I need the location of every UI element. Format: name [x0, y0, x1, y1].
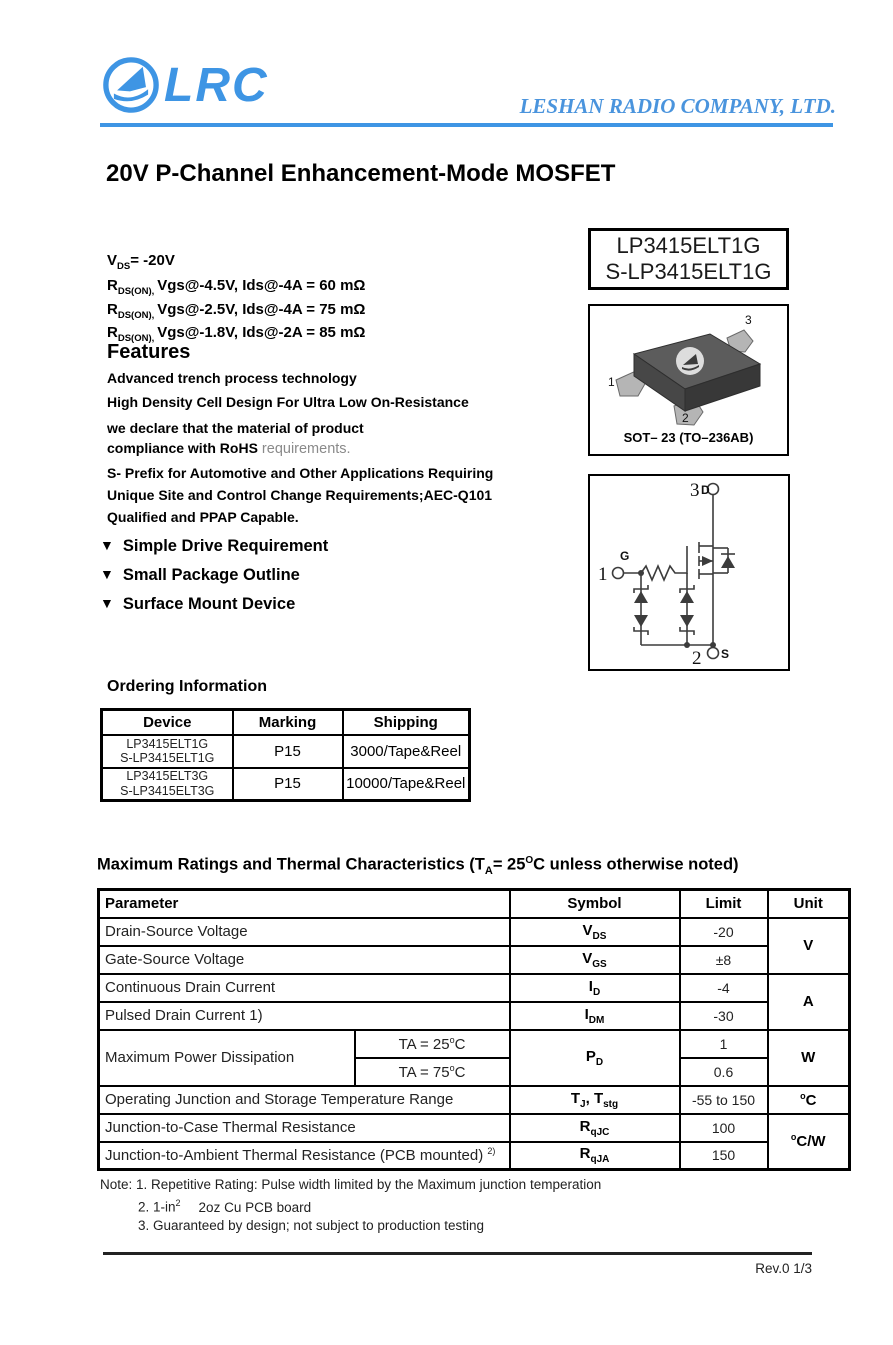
- feature-item: Qualified and PPAP Capable.: [107, 509, 299, 525]
- rating-unit: $^o$C/W: [768, 1114, 850, 1170]
- ratings-row: [99, 918, 850, 946]
- rating-symbol: $R_{qJC}$: [510, 1114, 680, 1142]
- package-box: [588, 304, 789, 456]
- ordering-col-device: Device: [102, 710, 233, 735]
- rating-limit: ±8: [680, 946, 768, 974]
- rating-limit: -4: [680, 974, 768, 1002]
- ordering-device: LP3415ELT1G S-LP3415ELT1G: [102, 735, 233, 768]
- ordering-row: [102, 735, 470, 768]
- ordering-shipping: 10000/Tape&Reel: [343, 768, 470, 801]
- spec-rdson-3: $R_{DS(ON),}$ Vgs@-1.8V, Ids@-2A = 85 mΩ: [107, 324, 366, 344]
- feature-item: High Density Cell Design For Ultra Low On-Resistance: [107, 394, 469, 410]
- spec-vds: $V_{DS}= -20V$: [107, 252, 175, 272]
- ordering-shipping: 3000/Tape&Reel: [343, 735, 470, 768]
- rating-parameter: Junction-to-Ambient Thermal Resistance (PCB mounted) $^{2)}$: [99, 1142, 510, 1170]
- rating-parameter: Maximum Power Dissipation: [99, 1030, 355, 1086]
- revision-page-number: Rev.0 1/3: [755, 1261, 812, 1276]
- rating-limit: 100: [680, 1114, 768, 1142]
- ordering-col-marking: Marking: [233, 710, 343, 735]
- schematic-source-label: S: [721, 647, 730, 661]
- ratings-col-parameter: Parameter: [99, 890, 510, 918]
- ordering-heading: Ordering Information: [107, 678, 267, 695]
- ratings-heading: Maximum Ratings and Thermal Characteristics ($T_A= 25^OC$ unless otherwise noted): [97, 855, 739, 877]
- rating-symbol: $P_D$: [510, 1030, 680, 1086]
- ordering-header-row: [102, 710, 470, 735]
- rating-parameter: Continuous Drain Current: [99, 974, 510, 1002]
- part-number-line2: S-LP3415ELT1G: [605, 259, 772, 284]
- rating-parameter: Gate-Source Voltage: [99, 946, 510, 974]
- schematic-pin1-label: 1: [598, 564, 608, 585]
- ratings-row: [99, 974, 850, 1002]
- schematic-pin2-label: 2: [692, 648, 702, 669]
- package-pin3-label: 3: [745, 313, 752, 327]
- triangle-bullet-icon: ▼: [100, 537, 114, 553]
- rating-limit: 150: [680, 1142, 768, 1170]
- ratings-row: [99, 946, 850, 974]
- ordering-device: LP3415ELT3G S-LP3415ELT3G: [102, 768, 233, 801]
- rating-limit: -20: [680, 918, 768, 946]
- rating-unit: V: [768, 918, 850, 974]
- rating-symbol: $V_{DS}$: [510, 918, 680, 946]
- company-name: LESHAN RADIO COMPANY, LTD.: [519, 94, 836, 118]
- rating-limit: -30: [680, 1002, 768, 1030]
- rating-symbol: $V_{GS}$: [510, 946, 680, 974]
- bullet-item: ▼ Surface Mount Device: [100, 595, 296, 613]
- rating-condition: TA = $75^oC$: [355, 1058, 510, 1086]
- ratings-table: [97, 888, 851, 1171]
- note-line: Note: 1. Repetitive Rating: Pulse width limited by the Maximum junction temperation: [100, 1177, 602, 1192]
- part-number-box: [588, 228, 789, 290]
- feature-item: Advanced trench process technology: [107, 370, 357, 386]
- ordering-marking: P15: [233, 735, 343, 768]
- rating-symbol: $I_D$: [510, 974, 680, 1002]
- triangle-bullet-icon: ▼: [100, 566, 114, 582]
- schematic-gate-label: G: [620, 549, 630, 563]
- rating-limit: 1: [680, 1030, 768, 1058]
- rating-symbol: $I_{DM}$: [510, 1002, 680, 1030]
- lrc-logo: [100, 54, 269, 116]
- spec-rdson-2: $R_{DS(ON),}$ Vgs@-2.5V, Ids@-4A = 75 mΩ: [107, 301, 366, 321]
- ratings-row: [99, 1002, 850, 1030]
- ratings-row: [99, 1030, 850, 1058]
- lrc-logo-icon: [100, 54, 162, 116]
- package-pin2-label: 2: [682, 411, 689, 425]
- footer-rule: [103, 1252, 812, 1255]
- rating-limit: -55 to 150: [680, 1086, 768, 1114]
- page-title: 20V P-Channel Enhancement-Mode MOSFET: [106, 160, 616, 187]
- header-rule: [100, 123, 833, 127]
- bullet-item: ▼ Simple Drive Requirement: [100, 537, 329, 555]
- table-notes: [100, 1176, 601, 1235]
- ratings-col-limit: Limit: [680, 890, 768, 918]
- ratings-col-symbol: Symbol: [510, 890, 680, 918]
- sot23-package-image: [590, 306, 787, 426]
- rating-parameter: Pulsed Drain Current 1): [99, 1002, 510, 1030]
- schematic-box: [588, 474, 790, 671]
- package-pin1-label: 1: [608, 375, 615, 389]
- schematic-pin3-label: 3: [690, 480, 700, 501]
- feature-item: Unique Site and Control Change Requirements;AEC-Q101: [107, 487, 493, 503]
- rating-parameter: Operating Junction and Storage Temperature Range: [99, 1086, 510, 1114]
- ordering-row: [102, 768, 470, 801]
- logo-text: LRC: [164, 58, 269, 112]
- part-number-line1: LP3415ELT1G: [616, 233, 761, 259]
- ordering-table: [100, 708, 471, 802]
- rating-parameter: Drain-Source Voltage: [99, 918, 510, 946]
- ordering-col-shipping: Shipping: [343, 710, 470, 735]
- ratings-row: [99, 1114, 850, 1142]
- rating-limit: 0.6: [680, 1058, 768, 1086]
- note-line: 3. Guaranteed by design; not subject to production testing: [138, 1217, 484, 1233]
- feature-item: we declare that the material of product: [107, 420, 364, 436]
- ratings-header-row: [99, 890, 850, 918]
- ratings-col-unit: Unit: [768, 890, 850, 918]
- package-caption: SOT– 23 (TO–236AB): [623, 430, 754, 445]
- ratings-row: [99, 1142, 850, 1170]
- feature-item: compliance with RoHS requirements.: [107, 440, 351, 457]
- bullet-item: ▼ Small Package Outline: [100, 566, 300, 584]
- spec-rdson-1: $R_{DS(ON),}$ Vgs@-4.5V, Ids@-4A = 60 mΩ: [107, 277, 366, 297]
- feature-item: S- Prefix for Automotive and Other Applications Requiring: [107, 465, 494, 481]
- rating-symbol: $T_J$, $T_{stg}$: [510, 1086, 680, 1114]
- schematic-drain-label: D: [701, 483, 710, 497]
- rating-unit: W: [768, 1030, 850, 1086]
- rating-symbol: $R_{qJA}$: [510, 1142, 680, 1170]
- mosfet-schematic: [590, 476, 788, 669]
- rating-condition: TA = $25^oC$: [355, 1030, 510, 1058]
- ordering-marking: P15: [233, 768, 343, 801]
- features-heading: Features: [107, 341, 191, 363]
- rating-unit: $^o$C: [768, 1086, 850, 1114]
- ratings-row: [99, 1086, 850, 1114]
- rating-parameter: Junction-to-Case Thermal Resistance: [99, 1114, 510, 1142]
- triangle-bullet-icon: ▼: [100, 595, 114, 611]
- note-line: 2. $1-in^2$ 2oz Cu PCB board: [138, 1198, 312, 1215]
- rating-unit: A: [768, 974, 850, 1030]
